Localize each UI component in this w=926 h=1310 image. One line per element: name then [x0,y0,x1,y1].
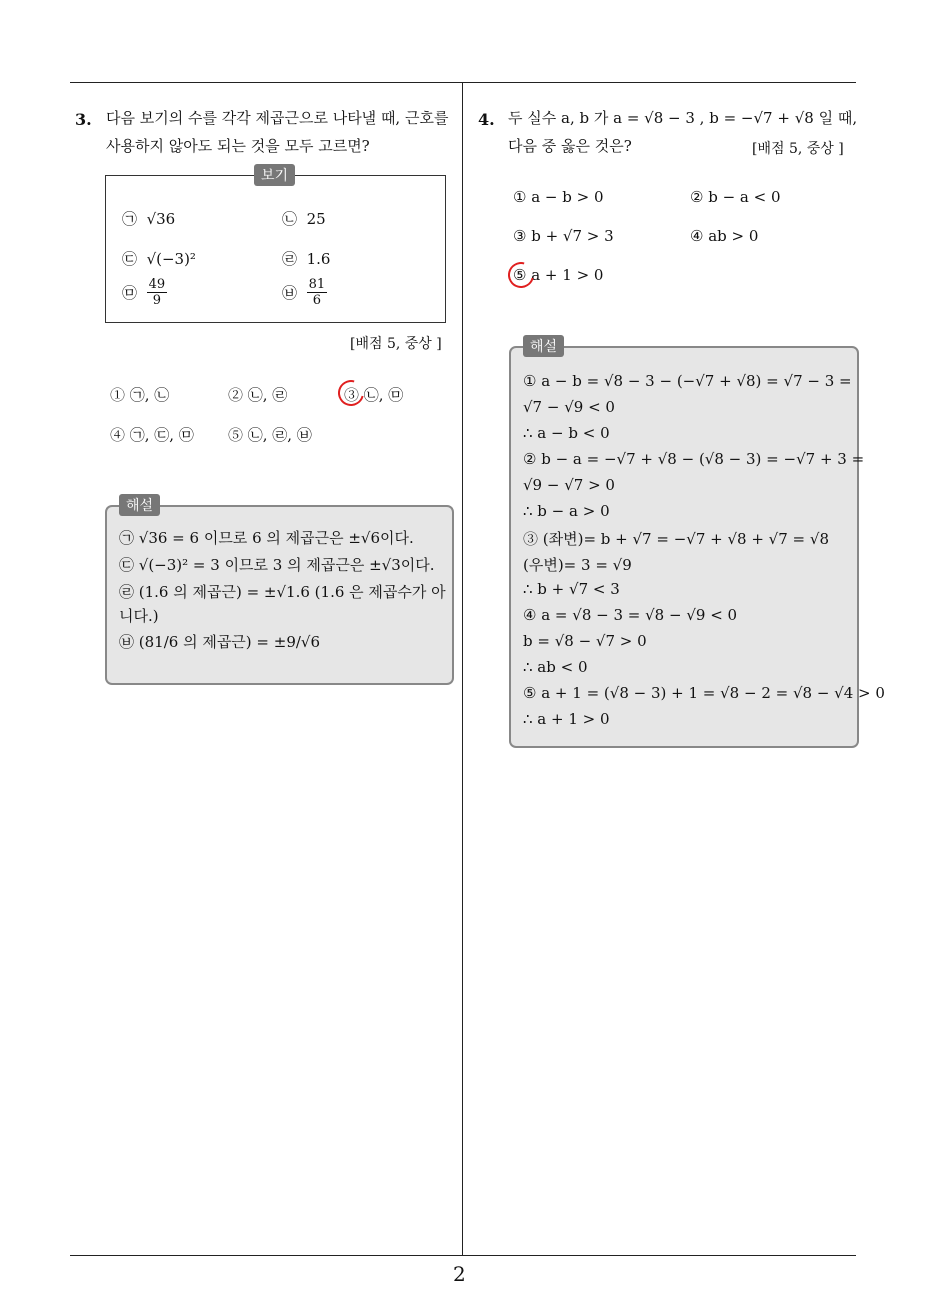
top-rule [70,82,856,83]
example-item: ㉥ $\frac{81}{6}$ [282,277,326,308]
choice-5[interactable]: ⑤ ㉡, ㉣, ㉥ [228,426,312,444]
explanation-line: ∴ a + 1 > 0 [523,710,610,728]
answer-mark-circle [333,375,369,411]
column-divider [462,83,463,1256]
choice-2[interactable]: ② ㉡, ㉣ [228,386,288,404]
page-number: 2 [453,1262,466,1286]
explanation-line: ㉣ (1.6 의 제곱근) = ±√1.6 (1.6 은 제곱수가 아 [119,583,446,601]
explanation-line: ∴ b − a > 0 [523,502,610,520]
choice-5[interactable]: ⑤ a + 1 > 0 [513,266,604,284]
choice-3[interactable]: ③ b + √7 > 3 [513,227,614,245]
explanation-line: ① a − b = √8 − 3 − (−√7 + √8) = √7 − 3 = [523,372,852,390]
question-number: 3. [75,110,92,129]
explanation-title: 해설 [523,335,564,357]
choice-1[interactable]: ① a − b > 0 [513,188,604,206]
example-box-title: 보기 [254,164,295,186]
explanation-line: √7 − √9 < 0 [523,398,615,416]
example-item: ㉡ 25 [282,210,326,228]
choice-2[interactable]: ② b − a < 0 [690,188,781,206]
fraction: $\frac{81}{6}$ [308,277,326,308]
question-text-line: 다음 중 옳은 것은? [508,137,632,155]
example-box [105,168,446,323]
explanation-line: 니다.) [119,607,159,625]
explanation-line: b = √8 − √7 > 0 [523,632,647,650]
example-item: ㉠ √36 [122,210,176,228]
choice-4[interactable]: ④ ab > 0 [690,227,759,245]
example-item: ㉤ $\frac{49}{9}$ [122,277,166,308]
choice-1[interactable]: ① ㉠, ㉡ [110,386,170,404]
choice-3[interactable]: ③ ㉡, ㉤ [344,386,404,404]
explanation-title: 해설 [119,494,160,516]
explanation-line: ⑤ a + 1 = (√8 − 3) + 1 = √8 − 2 = √8 − √4 > 0 [523,684,885,702]
question-text-line: 사용하지 않아도 되는 것을 모두 고르면? [106,137,370,155]
explanation-line: ∴ b + √7 < 3 [523,580,620,598]
explanation-line: ② b − a = −√7 + √8 − (√8 − 3) = −√7 + 3 = [523,450,865,468]
explanation-line: ㉥ (81/6 의 제곱근) = ±9/√6 [119,633,321,651]
explanation-box [509,339,885,748]
example-item: ㉣ 1.6 [282,250,331,268]
explanation-line: ③ (좌변)= b + √7 = −√7 + √8 + √7 = √8 [523,530,829,548]
question-text [106,104,448,160]
explanation-line: (우변)= 3 = √9 [523,556,632,574]
explanation-line: ④ a = √8 − 3 = √8 − √9 < 0 [523,606,738,624]
explanation-box [105,498,454,685]
score-label: [배점 5, 중상 ] [752,141,844,157]
choice-4[interactable]: ④ ㉠, ㉢, ㉤ [110,426,194,444]
answer-mark-circle [503,257,539,293]
explanation-line: ∴ a − b < 0 [523,424,610,442]
question-text-line: 다음 보기의 수를 각각 제곱근으로 나타낼 때, 근호를 [106,109,449,127]
question-text-line: 두 실수 a, b 가 a = √8 − 3 , b = −√7 + √8 일 때, [508,109,858,127]
score-label: [배점 5, 중상 ] [350,336,442,352]
explanation-line: ∴ ab < 0 [523,658,588,676]
question-number: 4. [478,110,495,129]
bottom-rule [70,1255,856,1256]
explanation-line: √9 − √7 > 0 [523,476,615,494]
explanation-line: ㉠ √36 = 6 이므로 6 의 제곱근은 ±√6이다. [119,529,414,547]
fraction: $\frac{49}{9}$ [148,277,166,308]
example-item: ㉢ √(−3)² [122,250,196,268]
explanation-line: ㉢ √(−3)² = 3 이므로 3 의 제곱근은 ±√3이다. [119,556,435,574]
